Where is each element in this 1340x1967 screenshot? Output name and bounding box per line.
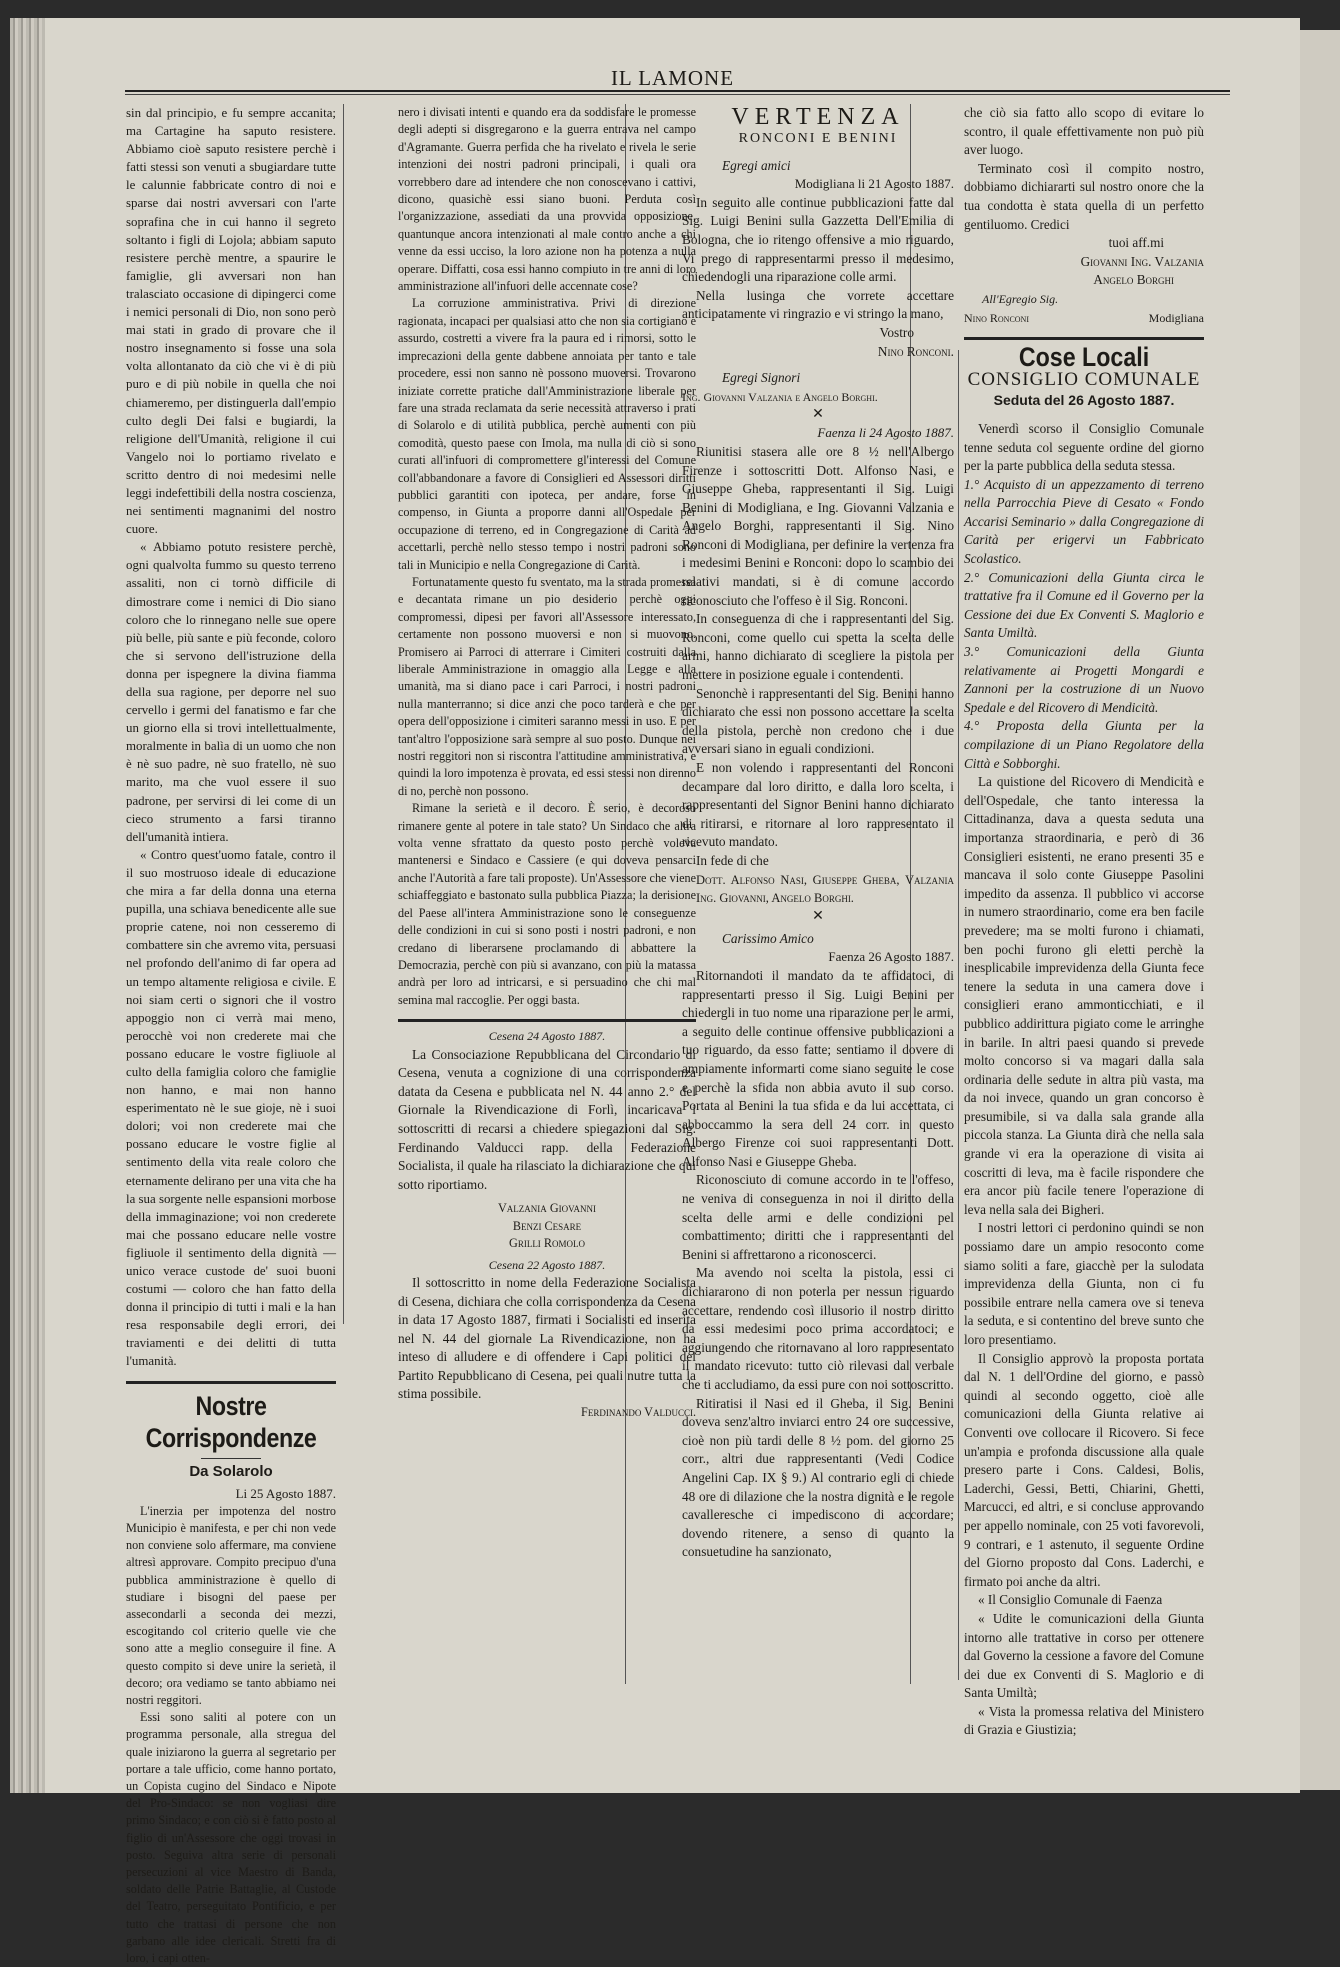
section-rule: [964, 337, 1204, 340]
paragraph: La quistione del Ricovero di Mendicità e dell'Ospedale, che tanto interessa la Cittadinanza, dava a questa seduta una importanza straordinaria, e però di 36 Consiglieri esistenti, ne erano presenti 35 e mancava il solo conte Giuseppe Pasolini impedito da assenza. Il pubblico vi accorse in numero straordinario, come era ben facile prevedere; ma se molti furono i chiamati, ben pochi furono gli eletti perchè la inesplicabile imprevidenza della Giunta fece tenere la seduta in una camera dove i consiglieri erano ammonticchiati, e il pubblico addirittura pigiato come le arringhe in barile. In altri paesi quando si prevede molto concorso si va magari dalla sala ordinaria delle sedute in altra più vasta, ma da noi invece, quando un gran concorso è presumibile, si va dalla sala grande alla piccola stanza. La Giunta dirà che nella sala grande vi era la operazione di visita ai coscritti di leva, ma è facile rispondere che era ancor più facile tenere l'operazione di leva nella sala dei Bigheri.: [964, 774, 1204, 1217]
paragraph: In seguito alle continue pubblicazioni fatte dal Sig. Luigi Benini sulla Gazzetta Dell'Emilia di Bologna, che io ritengo offensive a mio riguardo, Vi prego di rappresentarmi presso il medesimo, chiedendogli una riparazione colle armi.: [682, 194, 954, 285]
column-3: [682, 104, 954, 1562]
paragraph: La Consociazione Repubblicana del Circondario di Cesena, venuta a cognizione di una corrispondenza datata da Cesena e pubblicata nel N. 44 anno 2.° del Giornale la Rivendicazione di Forlì, incaricava i sottoscritti di recarsi a chiedere spiegazioni dal Sig. Ferdinando Valducci rapp. della Federazione Socialista, il quale ha rilasciato la dichiarazione che qui sotto riportiamo.: [398, 1046, 696, 1192]
paragraph: Essi sono saliti al potere con un programma personale, alla stregua del quale iniziarono la guerra al segretario per portare a tale ufficio, come hanno portato, un Copista cugino del Sindaco e Nipote del Pro-Sindaco: se non vogliasi dire primo Sindaco; e con ciò si è fatto posto al figlio di un'Assessore che oggi trovasi in posto. Seguiva altra serie di personali persecuzioni al vice Maestro di Banda, soldato delle Patrie Battaglie, al Custode del Teatro, perseguitato Pontificio, e per tutto che trattasi di persone che non garbano alle idee clericali. Stretti fra di loro, i capi otten-: [126, 1710, 336, 1966]
section-rule: [398, 1019, 696, 1022]
paragraph: « Il Consiglio Comunale di Faenza: [978, 1592, 1163, 1608]
masthead-rule-thin: [125, 94, 1230, 95]
section-rule: [126, 1381, 336, 1384]
agenda-item: 4.° Proposta della Giunta per la compilazione di un Piano Regolatore della Città e Sobborghi.: [964, 718, 1204, 771]
agenda-item: 3.° Comunicazioni della Giunta relativamente ai Progetti Mongardi e Zannoni per la costruzione di un Nuovo Spedale e del Ricovero di Mendicità.: [964, 644, 1204, 715]
paragraph: Il sottoscritto in nome della Federazione Socialista di Cesena, dichiara che colla corrispondenza da Cesena in data 17 Agosto 1887, firmati i Socialisti ed inserita nel N. 44 del giornale La Rivendicazione, non ha inteso di alludere e di offendere i Capi politici del Partito Repubblicano di Cesena, pei quali nutre tutta la stima possibile.: [398, 1274, 696, 1402]
masthead: IL LAMONE: [610, 66, 735, 90]
signature: Grilli Romolo: [509, 1236, 585, 1251]
paragraph: Terminato così il compito nostro, dobbiamo dichiararti sul nostro onore che la tua condotta è stata quella di un perfetto gentiluomo. Credici: [964, 160, 1204, 232]
paragraph: Rimane la serietà e il decoro. È serio, è decoroso rimanere gente al potere in tale stato? Un Sindaco che altra volta venne sfrattato da questo posto perchè voleva mantenersi e Sindaco e Cassiere (e qui doveva pensarci anche l'Autorità a fare tali proposte). Un'Assessore che viene schiaffeggiato e bastonato sulla pubblica Piazza; la derisione del Paese all'intera Amministrazione sono le conseguenze delle condizioni in cui si sono posti i nostri padroni, e non credano di liberarsene proclamando di abbattere la Democrazia, perchè con più si avanzano, con più la matassa andrà per loro ad intricarsi, e si persuadino che chi mal semina mal raccoglie. Per oggi basta.: [398, 801, 696, 1007]
salutation: Egregi Signori: [722, 370, 801, 386]
session-date: Seduta del 26 Agosto 1887.: [993, 392, 1175, 409]
dateline: Faenza li 24 Agosto 1887.: [817, 425, 954, 441]
section-subtitle: CONSIGLIO COMUNALE: [967, 368, 1201, 390]
paragraph: sin dal principio, e fu sempre accanita; ma Cartagine ha saputo resistere. Abbiamo cioè saputo resistere perchè i fatti stessi son venuti a sbugiardare tutte le calunnie fabbricate contro di noi e sparse dai nostri avversari con l'arte soprafina che in cui hanno il segreto soltanto i figli di Lojola; abbiam saputo resistere perchè mentre, a spaurire le famiglie, gli avversari non han tralasciato occasione di dipingerci come i nemici personali di Dio, non sono però mai stati in grado di provare che il nostro insegnamento si fosse una sola volta allontanato da ciò che vi è di più puro e di più nobile in quella che noi chiameremo, per distinguerla dall'empio culto degli Dei falsi e bugiardi, la religione dell'Umanità, religione il cui Vangelo noi lo portiamo rivelato e scritto dentro di noi medesimi nelle leggi indefettibili della nostra coscienza, nei sentimenti magnanimi del nostro cuore.: [126, 106, 336, 537]
signature: Giovanni Ing. Valzania: [1080, 253, 1204, 269]
article-subtitle: RONCONI E BENINI: [738, 131, 898, 146]
addressee-name: Nino Ronconi: [964, 310, 1029, 325]
paragraph: La corruzione amministrativa. Privi di direzione ragionata, incapaci per qualsiasi atto che non sia cortigiano e assurdo, costretti a vivere fra la paura ed i rimorsi, sotto le imprecazioni della gente dabbene annoiata per tanto e tale procedere, essi non sanno nè possono muoversi. Trovarono iniziate corrette pratiche dall'Amministrazione liberale per fare una strada reclamata da serie necessità attraverso i prati di Solarolo e di utilità pubblica, perchè aumenti con più comodità, questo paese con Imola, ma nulla di ciò si sono curati all'infuori di compromettere gl'interessi del Comune coll'abbandonare a favore di Consiglieri ed Assessori diritti pubblici garantiti con ipoteca, per andare, forse in compenso, in Giunta a proporre danni all'Ospedale per occupazione di terreno, ed in Congregazione di Carità ad accettarli, perchè nello stesso tempo i nostri padroni sono tali in Municipio e nella Congregazione di Carità.: [398, 296, 696, 572]
signature: Valzania Giovanni: [498, 1201, 596, 1216]
paragraph: « Abbiamo potuto resistere perchè, ogni qualvolta fummo su questo terreno assaliti, non ci tornò difficile di dimostrare come i nemici di Dio siano coloro che lo rinnegano nelle sue opere più belle, più sante e più feconde, coloro che si servono dell'istruzione della donna per ispegnere la divina fiamma della sua ragione, per deporre nel suo cervello i germi del fanatismo e far che un giorno ella si trovi intellettualmente, moralmente in balìa di un uomo che non è nè suo padre, nè suo fratello, nè suo marito, ma che vuol essere il suo padrone, per servirsi di lei come di un cieco strumento a farsi tiranno dell'umanità intiera.: [126, 540, 336, 844]
masthead-rule: [125, 90, 1230, 92]
column-1: [126, 104, 336, 1967]
salutation: Carissimo Amico: [722, 930, 814, 946]
column-separator: [343, 104, 344, 1324]
paragraph: « Vista la promessa relativa del Ministero di Grazia e Giustizia;: [964, 1703, 1204, 1738]
paragraph: In conseguenza di che i rappresentanti del Sig. Ronconi, come quello cui spetta la scelta delle armi, hanno dichiarato di scegliere la pistola per mettere in posizione eguale i contendenti.: [682, 611, 954, 683]
signature: Benzi Cesare: [512, 1218, 582, 1233]
paragraph: Fortunatamente questo fu sventato, ma la strada promessa e decantata rimane un pio desiderio perchè oggi compromessi, dipesi per favori all'Assessore interessato, certamente non possono muoversi e non si muovono. Promisero ai Parroci di atterrare i Cimiteri costruiti dalla liberale Amministrazione in omaggio alla Legge e alla umanità, ma si diano pace i cari Parroci, i nostri padroni nulla manterranno; si dice anzi che poco tarderà e che per opera dell'opposizione i cimiteri saranno messi in uso. E per tant'altro l'opposizione sarà sempre al suo posto. Dunque nei nostri reggitori non si riscontra l'attitudine amministrativa, e quindi la loro impotenza è provata, ed essi stessi non direnno di no, perchè non possono.: [398, 574, 696, 798]
addressee: Ing. Giovanni Valzania e Angelo Borghi.: [682, 389, 878, 404]
salutation: Egregi amici: [722, 157, 791, 173]
column-separator: [958, 350, 959, 1680]
dateline: Cesena 22 Agosto 1887.: [488, 1257, 606, 1272]
paragraph: Nella lusinga che vorrete accettare anticipatamente vi ringrazio e vi stringo la mano,: [682, 287, 954, 322]
closing: tuoi aff.mi: [1108, 235, 1164, 251]
paragraph: Senonchè i rappresentanti del Sig. Benini hanno dichiarato che essi non possono accettare la scelta della pistola, perchè non credono che i due avversari siano in eguali condizioni.: [682, 685, 954, 757]
section-title: Nostre Corrispondenze: [145, 1390, 317, 1453]
paragraph: Ritornandoti il mandato da te affidatoci, di rappresentarti presso il Sig. Luigi Benini per chiedergli in tuo nome una riparazione per le armi, a seguito delle continue offensive pubblicazioni a tuo riguardo, da esso fatte; sentiamo il dovere di ampiamente informarti come siano seguite le cose e perchè la sfida non abbia avuto il suo corso. Portata al Benini la tua sfida e da lui accettata, ci abboccammo la sera dell 24 corr. in questo Albergo Firenze coi suoi rappresentanti Dott. Alfonso Nasi e Giuseppe Gheba.: [682, 967, 954, 1169]
section-subtitle: Da Solarolo: [189, 1462, 273, 1480]
addressee-place: Modigliana: [1148, 310, 1204, 325]
paragraph: Riconosciuto di comune accordo in te l'offeso, ne veniva di conseguenza in noi il diritto della scelta delle armi e delle condizioni pel combattimento; diritti che i rappresentanti del Benini si affrettarono a riconoscerci.: [682, 1172, 954, 1262]
paragraph: Il Consiglio approvò la proposta portata dal N. 1 dell'Ordine del giorno, e passò quindi al secondo oggetto, cioè alle comunicazioni della Giunta relative ai Conventi ove collocare il Ricovero. Si fece un'ampia e profonda discussione alla quale presero parte i Cons. Caldesi, Bolis, Laderchi, Gessi, Betti, Chiarini, Ghetti, Marcucci, ed altri, e si concluse approvando per appello nominale, con 25 voti favorevoli, 9 contrari, e 1 astenuto, il seguente Ordine del Giorno proposto dal Cons. Laderchi, e firmato poi anche da altri.: [964, 1350, 1204, 1589]
addressee-label: All'Egregio Sig.: [982, 291, 1059, 306]
paragraph: Venerdì scorso il Consiglio Comunale tenne seduta col seguente ordine del giorno per la parte pubblica della seduta stessa.: [964, 420, 1204, 474]
dateline: Cesena 24 Agosto 1887.: [488, 1029, 606, 1044]
agenda-item: 1.° Acquisto di un appezzamento di terreno nella Parrocchia Pieve di Cesato « Fondo Accarisi Seminario » dalla Congregazione di Carità per erigervi un Fabbricato Scolastico.: [964, 476, 1204, 567]
dateline: Modigliana li 21 Agosto 1887.: [794, 176, 954, 192]
paragraph: E non volendo i rappresentanti del Ronconi decampare dal loro diritto, e dalla loro scelta, i rappresentanti del Signor Benini hanno dichiarato di ritirarsi, e ritornare al loro rappresentato il ricevuto mandato.: [682, 760, 954, 850]
signature: Dott. Alfonso Nasi, Giuseppe Gheba, Valzania Ing. Giovanni, Angelo Borghi.: [696, 872, 954, 906]
cross-icon: ✕: [812, 407, 824, 423]
addressee-line: [964, 309, 1204, 328]
signature: Angelo Borghi: [1093, 272, 1174, 288]
paragraph: « Udite le comunicazioni della Giunta intorno alle trattative in corso per ottenere dal Governo la cessione a favore del Comune dei due ex Conventi di S. Maglorio e di Santa Umiltà;: [964, 1610, 1204, 1701]
column-2: [398, 104, 696, 1421]
paragraph: L'inerzia per impotenza del nostro Municipio è manifesta, e per chi non vede non conviene solo affermare, ma conviene altresì approvare. Compito precipuo d'una pubblica amministrazione è quello di studiare i bisogni del paese per assecondarli a seconda dei mezzi, escogitando col criterio quelle vie che sono atte a meglio conseguire il fine. A questo compito si deve unire la serietà, il decoro; ora vediamo se tanto abbiamo nei nostri reggitori.: [126, 1503, 336, 1707]
article-title: VERTENZA: [731, 104, 905, 130]
paragraph: In fede di che: [696, 852, 769, 868]
signature: Ferdinando Valducci.: [581, 1405, 696, 1420]
paragraph: nero i divisati intenti e quando era da soddisfare le promesse degli adepti si disgregarono e la guerra entrava nel campo d'Agramante. Guerra perfida che ha rivelato e rivela le serie intenzioni dei nostri padroni principali, i quali ora vorrebbero dare ad intendere che non conoscevano i cattivi, dicono, quasichè essi siano buoni. Perduta così l'organizzazione, assediati da una provvida opposizione, quantunque ancora intenzionati al male contro anche a chi venne da essi ucciso, la loro azione non ha potenza a nulla operare. Diffatti, cosa essi hanno compiuto in tre anni di loro amministrazione all'infuori delle accennate cose?: [398, 105, 696, 294]
paragraph: Riunitisi stasera alle ore 8 ½ nell'Albergo Firenze i sottoscritti Dott. Alfonso Nasi, e Giuseppe Gheba, rappresentanti il Sig. Luigi Benini di Modigliana, e Ing. Giovanni Valzania e Angelo Borghi, rappresentanti il Sig. Nino Ronconi di Modigliana, per definire la vertenza fra i medesimi Benini e Ronconi: dopo lo scambio dei relativi mandati, si è di comune accordo riconosciuto che l'offeso è il Sig. Ronconi.: [682, 443, 954, 608]
dateline: Faenza 26 Agosto 1887.: [828, 949, 954, 965]
agenda-item: 2.° Comunicazioni della Giunta circa le trattative fra il Comune ed il Governo per la Cessione dei due Ex Conventi S. Maglorio e Santa Umiltà.: [964, 569, 1204, 641]
cross-icon: ✕: [812, 908, 824, 924]
next-page-strip: [1300, 30, 1340, 1790]
paragraph: I nostri lettori ci perdonino quindi se non possiamo dare un ampio resoconto come siamo soliti a fare, giacchè per la sulodata imprevidenza della Giunta, non ci fu possibile entrare nella camera ove si teneva la seduta, e si contentino del breve sunto che loro presentiamo.: [964, 1220, 1204, 1347]
paragraph: « Contro quest'uomo fatale, contro il il suo mostruoso ideale di educazione che mira a far della donna una eterna pupilla, una schiava benedicente alle sue proprie catene, noi non cesseremo di combattere sin che avremo vita, persuasi nel profondo dell'animo di far opera ad un tempo altamente religiosa e civile. E noi siam certi o signori che il vostro appoggio non ci verrà mai meno, perocchè voi non crederete mai che possano educare le vostre figliuole al culto della famiglia coloro che famiglie non hanno, e mai non hanno esperimentato nè le sue gioje, nè i suoi dolori; voi non crederete mai che possano educare le vostre figlie al sentimento della vita reale coloro che eternamente delirano per una vita che ha la sua sorgente nelle espansioni morbose della immaginazione; voi non crederete mai che possano educare nelle vostre figliuole il sentimento della dignità — unico verace custode de' suoi buoni costumi — coloro che han fatto della donna il principio di tutti i mali e la han resa responsabile degli errori, dei traviamenti e dei delitti di tutta l'umanità.: [126, 847, 336, 1369]
title-rule: [201, 1458, 261, 1459]
signature: Nino Ronconi.: [877, 343, 954, 359]
page-edge-stack: [10, 18, 48, 1793]
dateline: Li 25 Agosto 1887.: [235, 1485, 336, 1501]
column-4: [964, 104, 1204, 1740]
signature: Vostro: [879, 324, 914, 340]
paragraph: Ritiratisi il Nasi ed il Gheba, il Sig. Benini doveva senz'altro inviarci entro 24 ore successive, cioè non più tardi delle 8 ½ pom. del giorno 25 corr., altri due rappresentanti (Vedi Codice Angelini Cap. IX § 9.) Al contrario egli ci chiede 48 ore di dilazione che la nostra dignità e le regole cavalleresche ci impediscono di accordare; dovendo ritenere, a senso di quanto la consuetudine ha sanzionato,: [682, 1395, 954, 1560]
paragraph: Ma avendo noi scelta la pistola, essi ci dichiararono di non poterla per nessun riguardo accettare, rendendo così illusorio il nostro diritto da essi medesimi poco prima accordatoci; e aggiungendo che ritornavano al loro rappresentato il mandato ricevuto: tutto ciò rilevasi dal verbale che ti accludiamo, da essi pure con noi sottoscritto.: [682, 1265, 954, 1392]
section-title: Cose Locali: [1018, 342, 1150, 373]
paragraph: che ciò sia fatto allo scopo di evitare lo scontro, il quale effettivamente non può più aver luogo.: [964, 105, 1204, 158]
